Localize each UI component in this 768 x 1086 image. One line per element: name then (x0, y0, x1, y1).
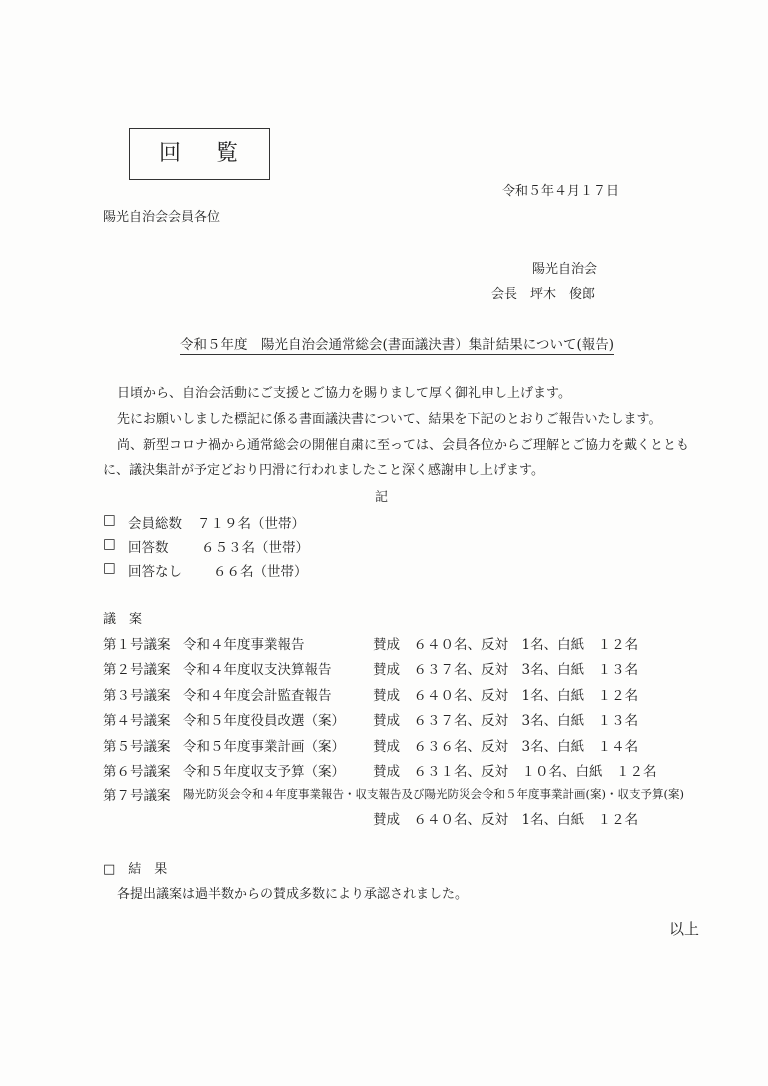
agenda-row (103, 735, 703, 757)
agenda-name: 令和５年度収支予算（案） (183, 764, 345, 780)
agenda-row (103, 808, 703, 830)
ki-marker: 記 (375, 490, 389, 505)
checkbox-icon: □ (103, 536, 116, 552)
agenda-row (103, 709, 703, 731)
agenda-name: 令和４年度収支決算報告 (183, 662, 332, 678)
body-paragraph-2: 先にお願いしました標記に係る書面議決書について、結果を下記のとおりご報告いたします。 (117, 412, 662, 427)
sender-chairperson: 会長 坪木 俊郎 (491, 287, 596, 302)
document-title: 令和５年度 陽光自治会通常総会(書面議決書）集計結果について(報告) (180, 333, 614, 355)
agenda-row (103, 684, 703, 706)
agenda-row (103, 784, 703, 806)
membership-value: ６６名（世帯） (213, 564, 308, 580)
closing-mark: 以上 (669, 920, 700, 938)
agenda-votes: 賛成 ６３７名、反対 3名、白紙 １３名 (373, 713, 639, 729)
agenda-number: 第１号議案 (103, 637, 171, 653)
body-paragraph-4: に、議決集計が予定どおり円滑に行われましたこと深く感謝申し上げます。 (103, 463, 544, 478)
membership-value: ６５３名（世帯） (201, 540, 309, 556)
agenda-number: 第６号議案 (103, 764, 171, 780)
agenda-number: 第４号議案 (103, 713, 171, 729)
membership-label: 回答数 (128, 540, 169, 556)
agenda-votes: 賛成 ６４０名、反対 1名、白紙 １２名 (373, 688, 639, 704)
agenda-name: 令和４年度事業報告 (183, 637, 305, 653)
agenda-name: 令和４年度会計監査報告 (183, 688, 332, 704)
agenda-row (103, 760, 703, 782)
agenda-name: 陽光防災会令和４年度事業報告・収支報告及び陽光防災会令和５年度事業計画(案)・収支予算(案) (183, 787, 684, 801)
agenda-number: 第３号議案 (103, 688, 171, 704)
membership-label: 回答なし (128, 564, 182, 580)
agenda-number: 第７号議案 (103, 788, 171, 804)
agenda-heading: 議 案 (103, 612, 143, 627)
sender-organization: 陽光自治会 (532, 262, 598, 277)
agenda-row (103, 658, 703, 680)
agenda-votes: 賛成 ６３７名、反対 3名、白紙 １３名 (373, 662, 639, 678)
result-text: 各提出議案は過半数からの賛成多数により承認されました。 (117, 887, 469, 902)
checkbox-icon: □ (103, 560, 116, 576)
body-paragraph-1: 日頃から、自治会活動にご支援とご協力を賜りまして厚く御礼申し上げます。 (117, 386, 571, 401)
agenda-votes: 賛成 ６４０名、反対 1名、白紙 １２名 (373, 812, 639, 828)
membership-value: ７１９名（世帯） (197, 516, 305, 532)
document-date: 令和５年４月１７日 (502, 184, 620, 199)
checkbox-icon: □ (103, 512, 116, 528)
agenda-name: 令和５年度事業計画（案） (183, 739, 345, 755)
agenda-votes: 賛成 ６３１名、反対 １０名、白紙 １２名 (373, 764, 657, 780)
agenda-number: 第２号議案 (103, 662, 171, 678)
agenda-name: 令和５年度役員改選（案） (183, 713, 345, 729)
result-heading: □ 結 果 (103, 862, 168, 877)
membership-label: 会員総数 (128, 516, 182, 532)
circular-stamp-box: 回 覧 (129, 128, 270, 180)
addressee: 陽光自治会会員各位 (103, 210, 221, 225)
body-paragraph-3: 尚、新型コロナ禍から通常総会の開催自粛に至っては、会員各位からご理解とご協力を戴くととも (117, 438, 690, 453)
agenda-number: 第５号議案 (103, 739, 171, 755)
agenda-row (103, 633, 703, 655)
agenda-votes: 賛成 ６４０名、反対 1名、白紙 １２名 (373, 637, 639, 653)
agenda-votes: 賛成 ６３６名、反対 3名、白紙 １４名 (373, 739, 639, 755)
